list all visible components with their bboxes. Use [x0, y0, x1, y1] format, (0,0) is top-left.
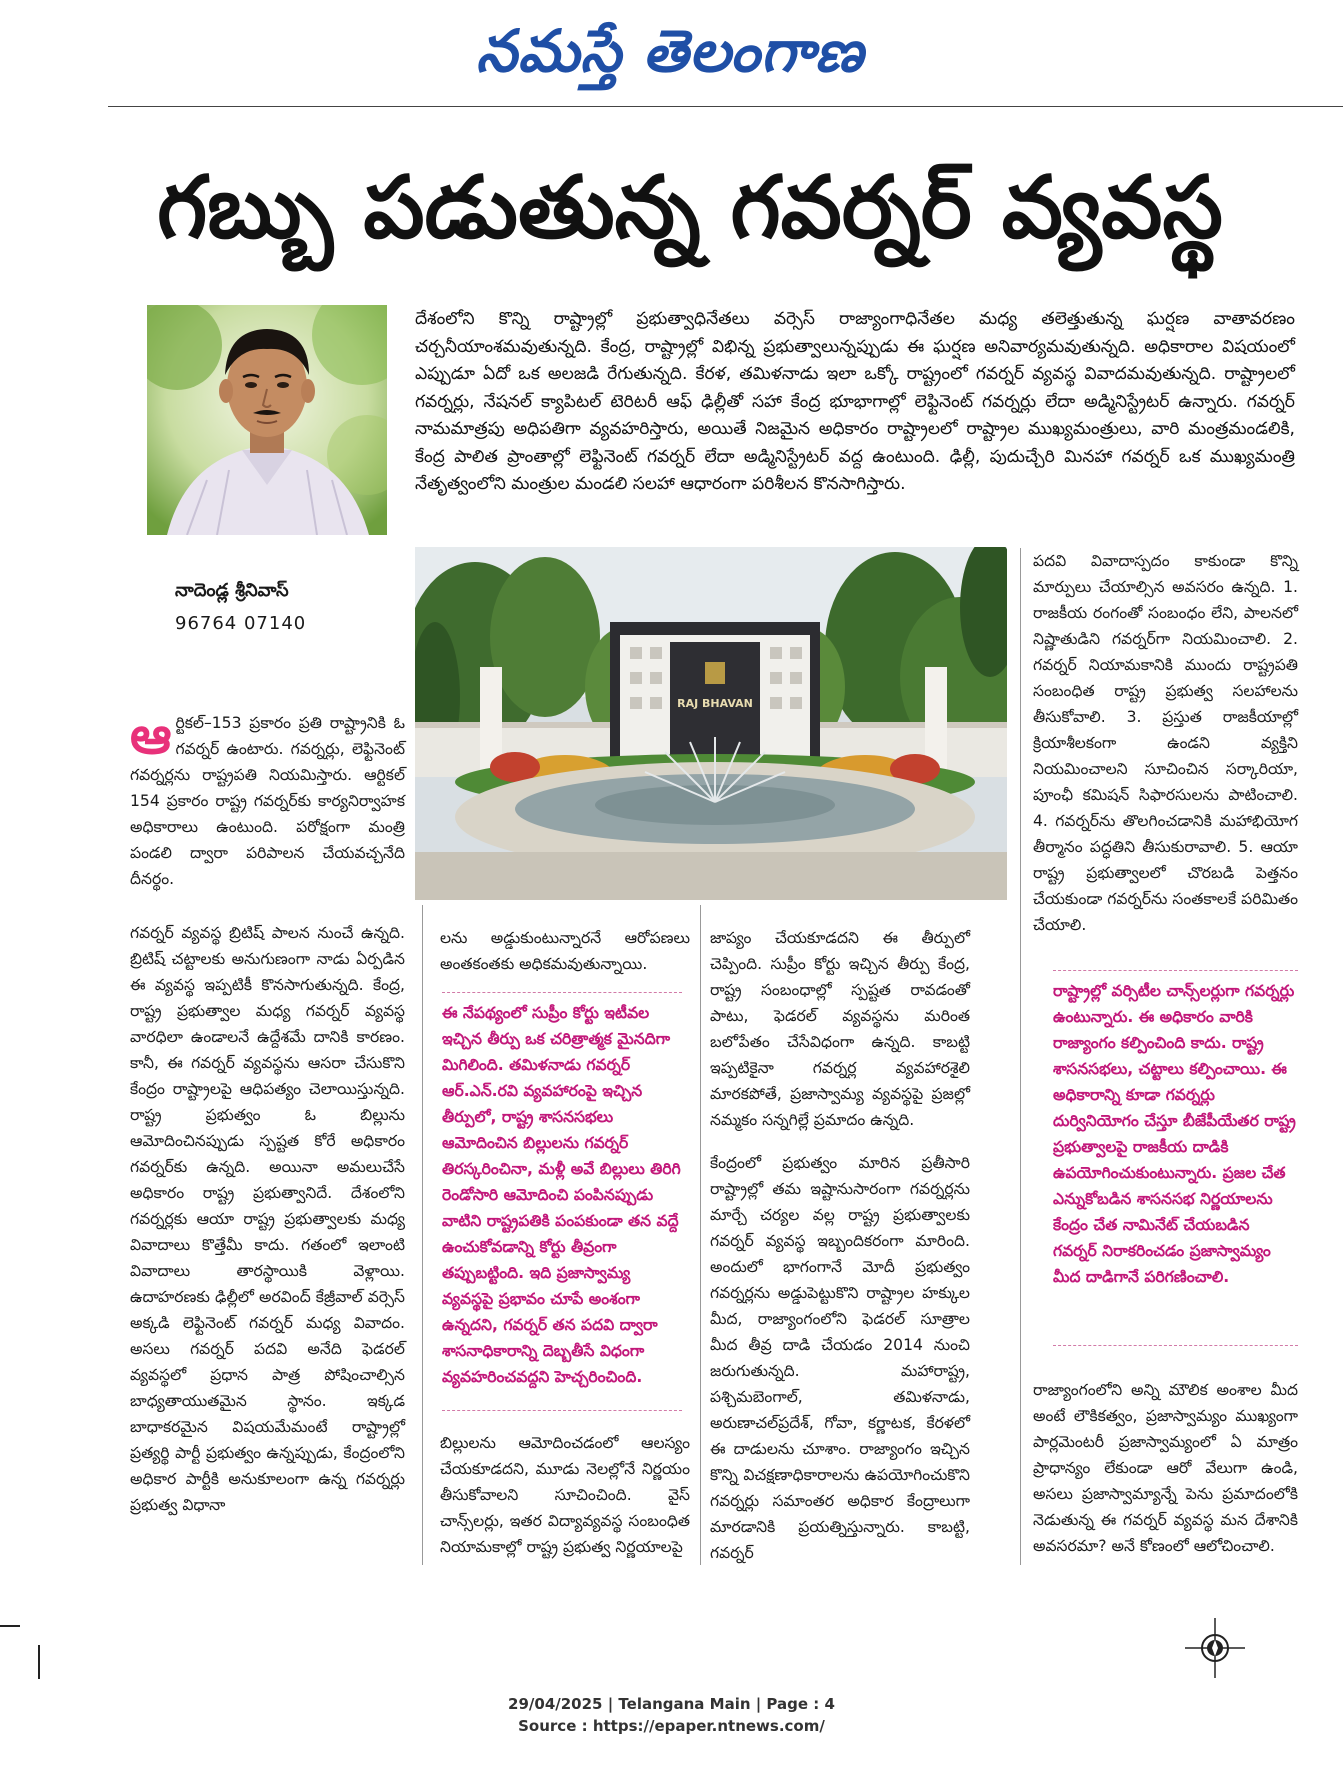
column-2-paragraph-2: బిల్లులను ఆమోదించడంలో ఆలస్యం చేయకూడదని, మూడు నెలల్లోనే నిర్ణయం తీసుకోవాలని సూచించింది. వైస్ చాన్స్‌లర్లు, ఇతర విద్యావ్యవస్థ సంబంధిత నియామకాల్లో రాష్ట్ర ప్రభుత్వ నిర్ణయాలపై — [440, 1434, 690, 1556]
author-name: నాదెండ్ల శ్రీనివాస్ — [175, 580, 289, 601]
column-rule — [422, 905, 423, 1565]
author-phone: 96764 07140 — [175, 613, 307, 634]
masthead-logo: నమస్తే తెలంగాణ — [476, 17, 864, 85]
column-2-paragraph-1: లను అడ్డుకుంటున్నారనే ఆరోపణలు అంతకంతకు అధికమవుతున్నాయి. — [440, 929, 690, 973]
column-rule — [1020, 548, 1021, 1565]
pullquote-rule-top — [442, 992, 682, 993]
headline: గబ్బు పడుతున్న గవర్నర్ వ్యవస్థ — [157, 158, 1223, 258]
dropcap: ఆ — [130, 706, 172, 766]
pullquote-2-rule-top — [1053, 970, 1298, 971]
masthead-rule — [108, 106, 1343, 107]
intro-paragraph: దేశంలోని కొన్ని రాష్ట్రాల్లో ప్రభుత్వాధినేతలు వర్సెస్ రాజ్యాంగాధినేతల మధ్య తలెత్తుతున్న ఘర్షణ వాతావరణం చర్చనీయాంశమవుతున్నది. కేంద్ర, రాష్ట్రాల్లో విభిన్న ప్రభుత్వాలున్నప్పుడు ఈ ఘర్షణ అనివార్యమవుతున్నది. అధికారాల విషయంలో ఎప్పుడూ ఏదో ఒక అలజడి రేగుతున్నది. కేరళ, తమిళనాడు ఇలా ఒక్కో రాష్ట్రంలో గవర్నర్ వ్యవస్థ వివాదమవుతున్నది. రాష్ట్రాలలో గవర్నర్లు, నేషనల్ క్యాపిటల్ టెరిటరీ ఆఫ్ ఢిల్లీతో సహా కేంద్ర భూభాగాల్లో లెఫ్టినెంట్ గవర్నర్లు లేదా అడ్మినిస్ట్రేటర్ ఉన్నారు. గవర్నర్ నామమాత్రపు అధిపతిగా వ్యవహరిస్తారు, అయితే నిజమైన అధికారం రాష్ట్రాలలో రాష్ట్రాల ముఖ్యమంత్రులు, వారి మంత్రమండలికి, కేంద్ర పాలిత ప్రాంతాల్లో లెఫ్టినెంట్ గవర్నర్ లేదా అడ్మినిస్ట్రేటర్ వద్ద ఉంటుంది. ఢిల్లీ, పుదుచ్చేరి మినహా గవర్నర్ ఒక ముఖ్యమంత్రి నేతృత్వంలోని మంత్రుల మండలి సలహా ఆధారంగా పరిశీలన కొనసాగిస్తారు. — [415, 309, 1295, 494]
pullquote-1: ఈ నేపథ్యంలో సుప్రీం కోర్టు ఇటీవల ఇచ్చిన తీర్పు ఒక చరిత్రాత్మక మైనదిగా మిగిలింది. తమిళనాడు గవర్నర్ ఆర్.ఎన్.రవి వ్యవహారంపై ఇచ్చిన తీర్పులో, రాష్ట్ర శాసనసభలు ఆమోదించిన బిల్లులను గవర్నర్ తిరస్కరించినా, మళ్లీ అవే బిల్లులు తిరిగి రెండోసారి ఆమోదించి పంపినప్పుడు వాటిని రాష్ట్రపతికి పంపకుండా తన వద్దే ఉంచుకోవడాన్ని కోర్టు తీవ్రంగా తప్పుబట్టింది. ఇది ప్రజాస్వామ్య వ్యవస్థపై ప్రభావం చూపే అంశంగా ఉన్నదని, గవర్నర్ తన పదవి ద్వారా శాసనాధికారాన్ని దెబ్బతీసే విధంగా వ్యవహరించవద్దని హెచ్చరించింది. — [442, 1004, 681, 1386]
column-4-paragraph-2: రాజ్యాంగంలోని అన్ని మౌలిక అంశాల మీద అంటే లౌకికత్వం, ప్రజాస్వామ్యం ముఖ్యంగా పార్లమెంటరీ ప్రజాస్వామ్యంలో ఏ మాత్రం ప్రాధాన్యం లేకుండా ఆరో వేలుగా ఉండి, అసలు ప్రజాస్వామ్యాన్నే పెను ప్రమాదంలోకి నెడుతున్న ఈ గవర్నర్ వ్యవస్థ మన దేశానికి అవసరమా? అనే కోణంలో ఆలోచించాలి. — [1033, 1381, 1298, 1555]
crop-mark — [38, 1645, 40, 1679]
pullquote-2-rule-bottom — [1053, 1345, 1298, 1346]
column-1-paragraph-2: గవర్నర్ వ్యవస్థ బ్రిటిష్ పాలన నుంచే ఉన్నది. బ్రిటిష్ చట్టాలకు అనుగుణంగా నాడు ఏర్పడిన ఈ వ్యవస్థ ఇప్పటికీ కొనసాగుతున్నది. కేంద్ర, రాష్ట్ర ప్రభుత్వాల మధ్య గవర్నర్ వ్యవస్థ వారధిలా ఉండాలనే ఉద్దేశమే దానికి కారణం. కానీ, ఈ గవర్నర్ వ్యవస్థను ఆసరా చేసుకొని కేంద్రం రాష్ట్రాలపై ఆధిపత్యం చెలాయిస్తున్నది. రాష్ట్ర ప్రభుత్వం ఓ బిల్లును ఆమోదించినప్పుడు స్పష్టత కోరే అధికారం గవర్నర్‌కు ఉన్నది. అయినా అమలుచేసే అధికారం రాష్ట్ర ప్రభుత్వానిదే. దేశంలోని గవర్నర్లకు ఆయా రాష్ట్ర ప్రభుత్వాలకు మధ్య వివాదాలు కొత్తేమీ కాదు. గతంలో ఇలాంటి వివాదాలు తారస్థాయికి వెళ్లాయి. ఉదాహరణకు ఢిల్లీలో అరవింద్ కేజ్రీవాల్ వర్సెస్ అక్కడి లెఫ్టినెంట్ గవర్నర్ మధ్య వివాదం. అసలు గవర్నర్ పదవి అనేది ఫెడరల్ వ్యవస్థలో ప్రధాన పాత్ర పోషించాల్సిన బాధ్యతాయుతమైన స్థానం. ఇక్కడ బాధాకరమైన విషయమేమంటే రాష్ట్రాల్లో ప్రత్యర్థి పార్టీ ప్రభుత్వం ఉన్నప్పుడు, కేంద్రంలోని అధికార పార్టీకి అనుకూలంగా ఉన్న గవర్నర్లు ప్రభుత్వ విధానా — [130, 924, 405, 1514]
column-1-text: ర్టికల్–153 ప్రకారం ప్రతి రాష్ట్రానికి ఓ గవర్నర్ ఉంటారు. గవర్నర్లు, లెఫ్టినెంట్ గవర్నర్లను రాష్ట్రపతి నియమిస్తారు. ఆర్టికల్ 154 ప్రకారం రాష్ట్ర గవర్నర్‌కు కార్యనిర్వాహక అధికారాలు ఉంటుంది. పరోక్షంగా మంత్రి పండలి ద్వారా పరిపాలన చేయవచ్చనేది దీనర్థం. — [130, 714, 405, 888]
column-rule — [700, 905, 701, 1565]
column-4-paragraph-1: పదవి వివాదాస్పదం కాకుండా కొన్ని మార్పులు చేయాల్సిన అవసరం ఉన్నది. 1. రాజకీయ రంగంతో సంబంధం లేని, పాలనలో నిష్ణాతుడిని గవర్నర్‌గా నియమించాలి. 2. గవర్నర్ నియామకానికి ముందు రాష్ట్రపతి సంబంధిత రాష్ట్ర ప్రభుత్వ సలహాలను తీసుకోవాలి. 3. ప్రస్తుత రాజకీయాల్లో క్రియాశీలకంగా ఉండని వ్యక్తిని నియమించాలని సూచించిన సర్కారియా, పూంఛీ కమిషన్ సిఫారసులను పాటించాలి. 4. గవర్నర్‌ను తొలగించడానికి మహాభియోగ తీర్మానం పద్ధతిని తీసుకురావాలి. 5. ఆయా రాష్ట్ర ప్రభుత్వాలలో చొరబడి పెత్తనం చేయకుండా గవర్నర్‌ను సంతకాలకే పరిమితం చేయాలి. — [1033, 552, 1298, 934]
column-3-paragraph-1: జాప్యం చేయకూడదని ఈ తీర్పులో చెప్పింది. సుప్రీం కోర్టు ఇచ్చిన తీర్పు కేంద్ర, రాష్ట్ర సంబంధాల్లో స్పష్టత రావడంతో పాటు, ఫెడరల్ వ్యవస్థను మరింత బలోపేతం చేసేవిధంగా ఉన్నది. కాబట్టి ఇప్పటికైనా గవర్నర్ల వ్యవహారశైలి మారకపోతే, ప్రజాస్వామ్య వ్యవస్థపై ప్రజల్లో నమ్మకం సన్నగిల్లే ప్రమాదం ఉన్నది. — [710, 929, 970, 1129]
author-photo — [147, 305, 387, 535]
raj-bhavan-photo — [415, 547, 1007, 900]
column-1-paragraph-1 — [130, 706, 405, 892]
crop-mark — [0, 1625, 20, 1627]
pullquote-rule-bottom — [442, 1410, 682, 1411]
footer-date-edition: 29/04/2025 | Telangana Main | Page : 4 — [508, 1695, 835, 1713]
footer-source: Source : https://epaper.ntnews.com/ — [518, 1717, 825, 1735]
raj-bhavan-sign: RAJ BHAVAN — [677, 697, 753, 710]
pullquote-2: రాష్ట్రాల్లో వర్సిటీల చాన్స్‌లర్లుగా గవర్నర్లు ఉంటున్నారు. ఈ అధికారం వారికి రాజ్యాంగం కల్పించింది కాదు. రాష్ట్ర శాసనసభలు, చట్టాలు కల్పించాయి. ఈ అధికారాన్ని కూడా గవర్నర్లు దుర్వినియోగం చేస్తూ బీజేపీయేతర రాష్ట్ర ప్రభుత్వాలపై రాజకీయ దాడికి ఉపయోగించుకుంటున్నారు. ప్రజల చేత ఎన్నుకోబడిన శాసనసభ నిర్ణయాలను కేంద్రం చేత నామినేట్ చేయబడిన గవర్నర్ నిరాకరించడం ప్రజాస్వామ్యం మీద దాడిగానే పరిగణించాలి. — [1053, 982, 1296, 1286]
registration-mark-icon — [1185, 1618, 1245, 1678]
column-3-paragraph-2: కేంద్రంలో ప్రభుత్వం మారిన ప్రతీసారి రాష్ట్రాల్లో తమ ఇష్టానుసారంగా గవర్నర్లను మార్చే చర్యల వల్ల రాష్ట్ర ప్రభుత్వాలకు గవర్నర్ వ్యవస్థ ఇబ్బందికరంగా మారింది. అందులో భాగంగానే మోదీ ప్రభుత్వం గవర్నర్లను అడ్డుపెట్టుకొని రాష్ట్రాల హక్కుల మీద, రాజ్యాంగంలోని ఫెడరల్ సూత్రాల మీద తీవ్ర దాడి చేయడం 2014 నుంచి జరుగుతున్నది. మహారాష్ట్ర, పశ్చిమబెంగాల్, తమిళనాడు, అరుణాచల్‌ప్రదేశ్, గోవా, కర్ణాటక, కేరళలో ఈ దాడులను చూశాం. రాజ్యాంగం ఇచ్చిన కొన్ని విచక్షణాధికారాలను ఉపయోగించుకొని గవర్నర్లు సమాంతర అధికార కేంద్రాలుగా మారడానికి ప్రయత్నిస్తున్నారు. కాబట్టి, గవర్నర్ — [710, 1154, 970, 1562]
